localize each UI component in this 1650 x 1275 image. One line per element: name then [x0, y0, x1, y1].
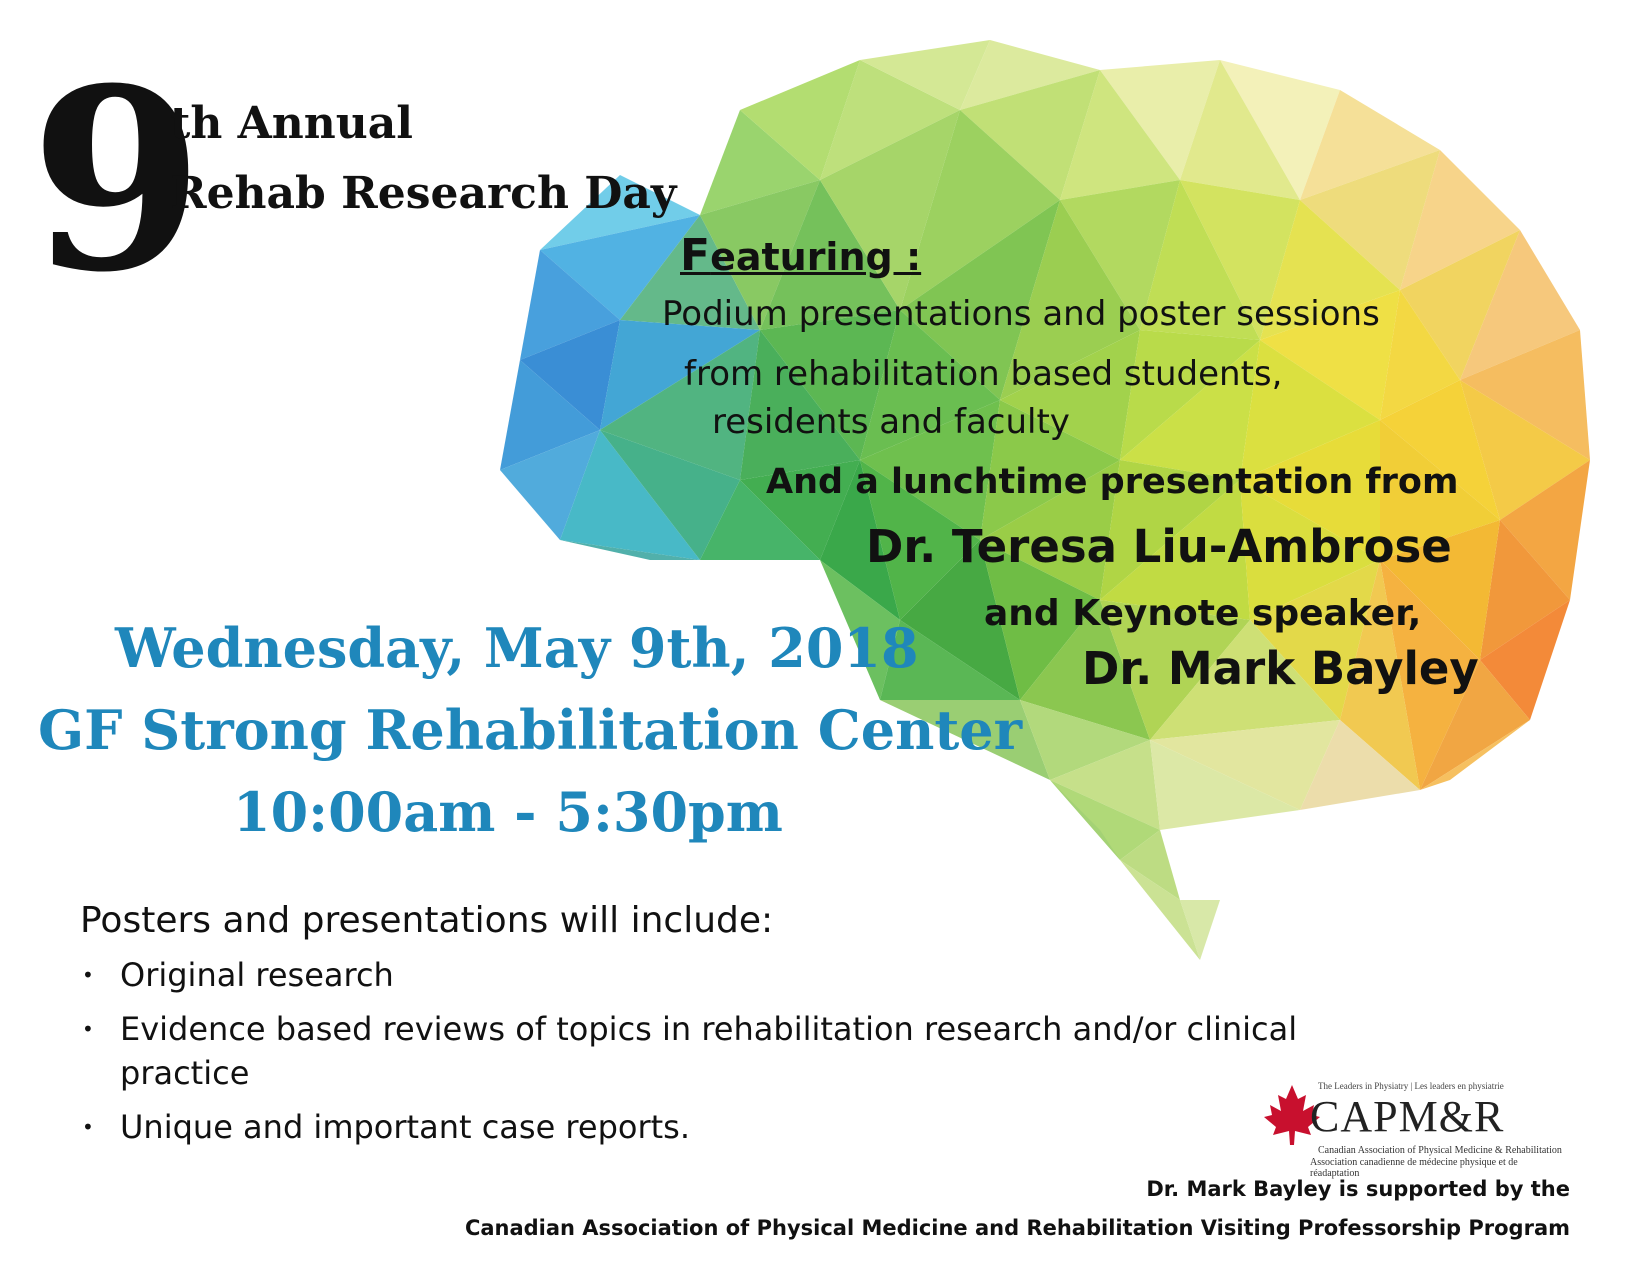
event-name: Rehab Research Day: [170, 168, 677, 219]
list-item: [82, 1105, 1297, 1149]
lunch-intro: And a lunchtime presentation from: [766, 462, 1459, 502]
lunch-speaker: Dr. Teresa Liu-Ambrose: [866, 520, 1452, 573]
featuring-line-3: residents and faculty: [712, 402, 1070, 442]
keynote-intro: and Keynote speaker,: [984, 593, 1422, 634]
featuring-initial: F: [680, 230, 711, 281]
list-item-text: practice: [120, 1054, 250, 1092]
logo-wordmark: CAPM&R: [1310, 1092, 1505, 1141]
annual-label: th Annual: [170, 98, 413, 149]
list-item-continuation: [82, 1051, 1297, 1095]
posters-list: [82, 953, 1297, 1159]
logo-tagline: The Leaders in Physiatry | Les leaders en physiatrie: [1318, 1081, 1504, 1091]
featuring-heading: [680, 230, 921, 281]
featuring-rest: eaturing :: [710, 235, 922, 279]
support-line-1: Dr. Mark Bayley is supported by the: [1146, 1177, 1570, 1201]
bullet-icon: •: [82, 963, 94, 987]
bullet-icon: •: [82, 1017, 94, 1041]
featuring-line-1: Podium presentations and poster sessions: [662, 294, 1380, 334]
event-venue: GF Strong Rehabilitation Center: [38, 698, 1023, 762]
event-time: 10:00am - 5:30pm: [233, 780, 783, 844]
list-item-text: Evidence based reviews of topics in rehabilitation research and/or clinical: [120, 1010, 1298, 1048]
list-item-text: Unique and important case reports.: [120, 1108, 690, 1146]
featuring-line-2: from rehabilitation based students,: [684, 354, 1283, 394]
logo-subtitle-fr: Association canadienne de médecine physique et de réadaptation: [1310, 1157, 1518, 1179]
bullet-icon: •: [82, 1115, 94, 1139]
list-item: [82, 953, 1297, 997]
list-item: [82, 1007, 1297, 1051]
posters-intro: Posters and presentations will include:: [80, 900, 774, 941]
edition-number: 9: [30, 33, 198, 327]
list-item-text: Original research: [120, 956, 394, 994]
support-line-2: Canadian Association of Physical Medicine and Rehabilitation Visiting Professorship Program: [464, 1216, 1570, 1240]
capmr-logo: [1268, 1075, 1568, 1179]
logo-subtitle-en: Canadian Association of Physical Medicine & Rehabilitation: [1318, 1145, 1562, 1156]
event-date: Wednesday, May 9th, 2018: [115, 616, 919, 680]
keynote-speaker: Dr. Mark Bayley: [1082, 642, 1479, 695]
